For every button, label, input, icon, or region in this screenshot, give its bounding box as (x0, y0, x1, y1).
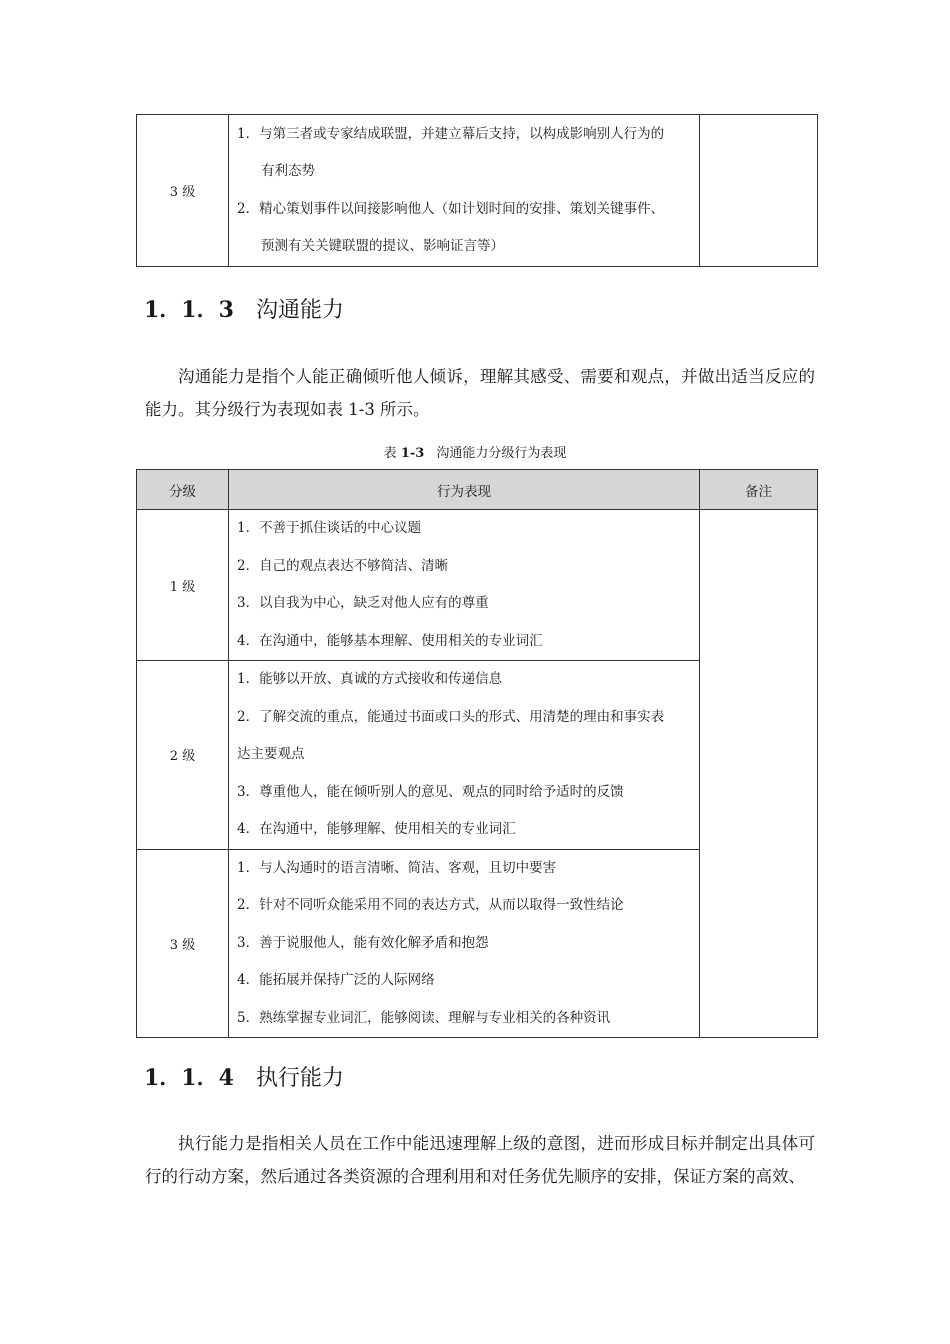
behavior-cell (229, 849, 700, 1038)
behavior-line: 4．在沟通中，能够基本理解、使用相关的专业词汇 (237, 632, 543, 649)
behavior-cell (229, 115, 700, 267)
level-cell: 2 级 (137, 661, 229, 850)
behavior-line: 3．尊重他人，能在倾听别人的意见、观点的同时给予适时的反馈 (237, 783, 624, 800)
section-heading (144, 1061, 344, 1092)
behavior-line: 5．熟练掌握专业词汇，能够阅读、理解与专业相关的各种资讯 (237, 1009, 611, 1026)
behavior-line: 2．了解交流的重点，能通过书面或口头的形式、用清楚的理由和事实表 (237, 708, 665, 725)
behavior-line: 1．能够以开放、真诚的方式接收和传递信息 (237, 671, 503, 687)
behavior-line: 有利态势 (261, 163, 315, 179)
table-number: 1-3 (400, 446, 425, 461)
communication-table (136, 469, 818, 1038)
level-cell: 3 级 (137, 849, 229, 1038)
section-title: 执行能力 (255, 1066, 344, 1091)
behavior-line: 1．不善于抓住谈话的中心议题 (237, 520, 422, 536)
table-title: 沟通能力分级行为表现 (436, 446, 567, 461)
behavior-line: 1．与人沟通时的语言清晰、简洁、客观，且切中要害 (237, 859, 557, 876)
remarks-cell (700, 115, 818, 267)
behavior-line: 4．能拓展并保持广泛的人际网络 (237, 972, 435, 988)
header-remarks: 备注 (700, 470, 818, 510)
behavior-cell (229, 661, 700, 850)
behavior-line: 3．以自我为中心，缺乏对他人应有的尊重 (237, 595, 489, 611)
section-heading (144, 293, 344, 324)
section-title: 沟通能力 (255, 298, 344, 323)
behavior-line: 2．自己的观点表达不够简洁、清晰 (237, 557, 449, 574)
section-paragraph: 沟通能力是指个人能正确倾听他人倾诉，理解其感受、需要和观点，并做出适当反应的能力。其分级行为表现如表 1-3 所示。 (145, 367, 815, 419)
section-paragraph: 执行能力是指相关人员在工作中能迅速理解上级的意图，进而形成目标并制定出具体可行的行动方案，然后通过各类资源的合理利用和对任务优先顺序的安排，保证方案的高效、 (145, 1134, 815, 1186)
continued-table (136, 114, 818, 267)
table-row (137, 510, 818, 661)
behavior-line: 2．针对不同听众能采用不同的表达方式，从而以取得一致性结论 (237, 897, 624, 913)
behavior-line: 4．在沟通中，能够理解、使用相关的专业词汇 (237, 821, 516, 837)
header-behavior: 行为表现 (229, 470, 700, 510)
level-cell: 3 级 (137, 115, 229, 267)
behavior-line: 2．精心策划事件以间接影响他人（如计划时间的安排、策划关键事件、 (237, 200, 665, 217)
remarks-cell (700, 510, 818, 1038)
section-number: 1．1．3 (144, 297, 234, 323)
behavior-line: 3．善于说服他人，能有效化解矛盾和抱怨 (237, 934, 489, 951)
table-caption: 表 1-3 沟通能力分级行为表现 (383, 446, 567, 461)
section-number: 1．1．4 (144, 1065, 234, 1091)
behavior-line: 预测有关关键联盟的提议、影响证言等） (261, 238, 504, 254)
header-level: 分级 (137, 470, 229, 510)
level-cell: 1 级 (137, 510, 229, 661)
behavior-cell (229, 510, 700, 661)
behavior-line: 1．与第三者或专家结成联盟，并建立幕后支持，以构成影响别人行为的 (237, 125, 665, 142)
behavior-line: 达主要观点 (237, 746, 305, 762)
